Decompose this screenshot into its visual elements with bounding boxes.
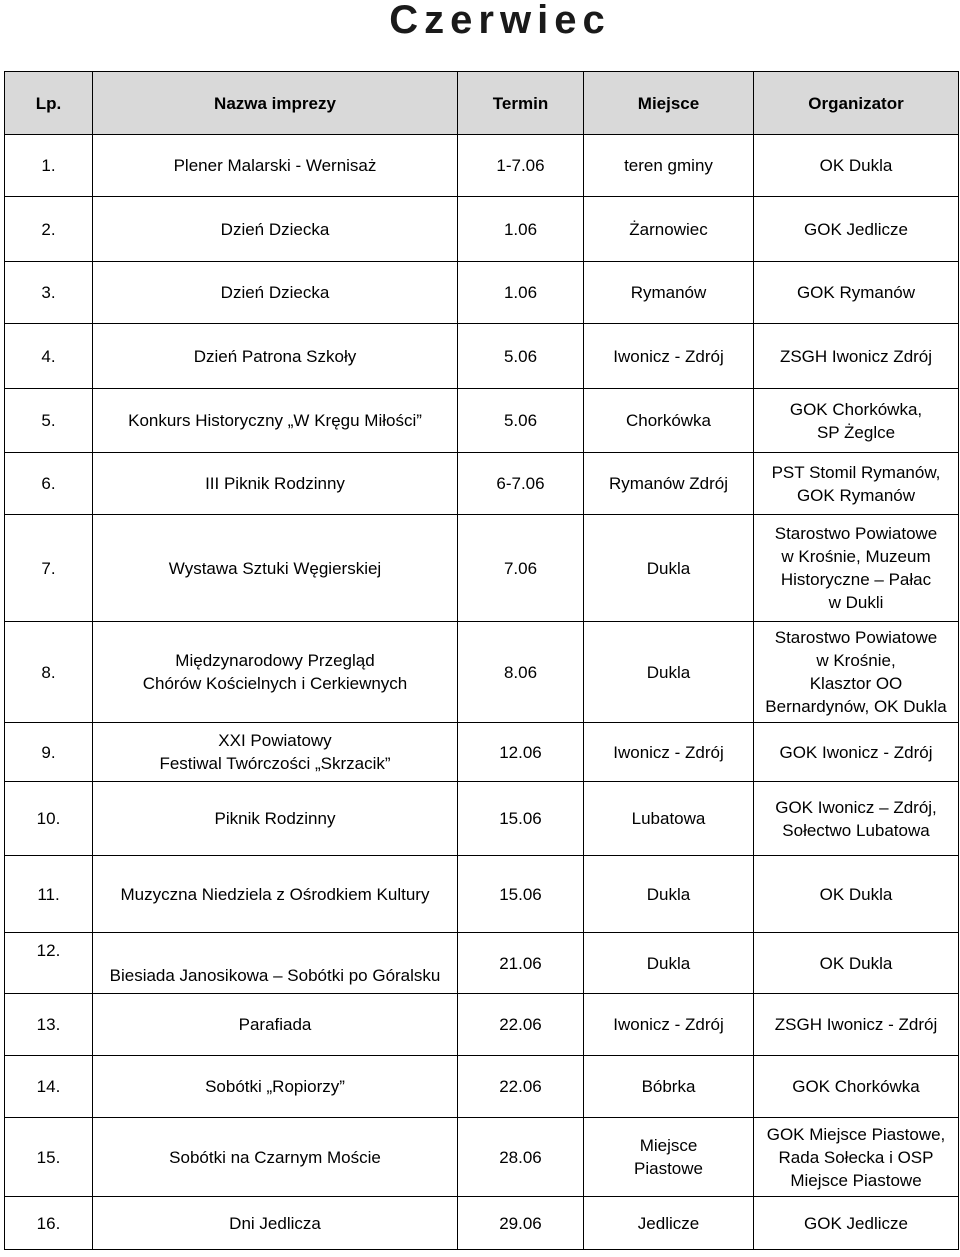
- organizer-line: Sołectwo Lubatowa: [782, 820, 930, 840]
- cell-lp: 10.: [5, 782, 93, 856]
- cell-name: Biesiada Janosikowa – Sobótki po Góralsku: [93, 933, 458, 994]
- cell-lp: 13.: [5, 994, 93, 1056]
- cell-organizer: [754, 453, 959, 515]
- cell-name: Muzyczna Niedziela z Ośrodkiem Kultury: [93, 856, 458, 933]
- cell-date: 15.06: [458, 782, 584, 856]
- cell-organizer: GOK Jedlicze: [754, 197, 959, 262]
- cell-place: Dukla: [584, 933, 754, 994]
- cell-organizer: ZSGH Iwonicz Zdrój: [754, 324, 959, 389]
- table-row: [5, 1056, 959, 1118]
- table-row: [5, 782, 959, 856]
- organizer-line: GOK Rymanów: [796, 485, 916, 505]
- organizer-line: Rada Sołecka i OSP: [778, 1147, 934, 1167]
- cell-place: Lubatowa: [584, 782, 754, 856]
- organizer-line: Starostwo Powiatowe: [774, 628, 938, 647]
- cell-organizer: [754, 515, 959, 622]
- table-row: [5, 389, 959, 453]
- cell-lp: 16.: [5, 1197, 93, 1250]
- organizer-line: GOK Iwonicz – Zdrój,: [775, 797, 937, 817]
- cell-organizer: [754, 1118, 959, 1197]
- table-row: [5, 262, 959, 324]
- cell-name: [93, 723, 458, 782]
- place-line: Miejsce: [639, 1136, 698, 1155]
- organizer-line: w Krośnie, Muzeum: [781, 547, 931, 566]
- cell-date: 1.06: [458, 262, 584, 324]
- header-lp: Lp.: [5, 72, 93, 135]
- cell-place: Chorkówka: [584, 389, 754, 453]
- cell-date: 1.06: [458, 197, 584, 262]
- header-place: Miejsce: [584, 72, 754, 135]
- table-row: [5, 515, 959, 622]
- cell-place: Iwonicz - Zdrój: [584, 723, 754, 782]
- cell-organizer: [754, 622, 959, 723]
- header-organizer: Organizator: [754, 72, 959, 135]
- organizer-line: w Krośnie,: [816, 651, 896, 670]
- cell-name: Plener Malarski - Wernisaż: [93, 135, 458, 197]
- organizer-line: Miejsce Piastowe: [790, 1170, 922, 1190]
- cell-place: Bóbrka: [584, 1056, 754, 1118]
- cell-name: Dzień Dziecka: [93, 197, 458, 262]
- cell-date: 1-7.06: [458, 135, 584, 197]
- cell-place: Dukla: [584, 622, 754, 723]
- cell-name: Parafiada: [93, 994, 458, 1056]
- cell-organizer: OK Dukla: [754, 135, 959, 197]
- cell-place: teren gminy: [584, 135, 754, 197]
- cell-place: Iwonicz - Zdrój: [584, 324, 754, 389]
- cell-place: Rymanów: [584, 262, 754, 324]
- cell-name: Sobótki na Czarnym Moście: [93, 1118, 458, 1197]
- cell-date: 5.06: [458, 389, 584, 453]
- header-name: Nazwa imprezy: [93, 72, 458, 135]
- organizer-line: Klasztor OO: [809, 674, 903, 693]
- cell-date: 8.06: [458, 622, 584, 723]
- cell-organizer: GOK Rymanów: [754, 262, 959, 324]
- cell-date: 28.06: [458, 1118, 584, 1197]
- cell-lp: 1.: [5, 135, 93, 197]
- cell-date: 7.06: [458, 515, 584, 622]
- cell-lp: 6.: [5, 453, 93, 515]
- name-line: XXI Powiatowy: [218, 731, 332, 750]
- cell-organizer: ZSGH Iwonicz - Zdrój: [754, 994, 959, 1056]
- cell-date: 6-7.06: [458, 453, 584, 515]
- cell-place: Dukla: [584, 515, 754, 622]
- table-row: [5, 933, 959, 994]
- page-title: Czerwiec: [389, 0, 611, 42]
- table-row: [5, 453, 959, 515]
- table-row: [5, 1118, 959, 1197]
- cell-organizer: [754, 782, 959, 856]
- cell-date: 12.06: [458, 723, 584, 782]
- cell-name: Sobótki „Ropiorzy”: [93, 1056, 458, 1118]
- cell-name: Dzień Dziecka: [93, 262, 458, 324]
- cell-place: Jedlicze: [584, 1197, 754, 1250]
- organizer-line: Historyczne – Pałac: [780, 570, 932, 589]
- cell-name: [93, 622, 458, 723]
- cell-name: Dzień Patrona Szkoły: [93, 324, 458, 389]
- cell-place: Dukla: [584, 856, 754, 933]
- table-row: [5, 723, 959, 782]
- cell-name: III Piknik Rodzinny: [93, 453, 458, 515]
- header-date: Termin: [458, 72, 584, 135]
- table-header-row: [5, 72, 959, 135]
- organizer-line: Starostwo Powiatowe: [774, 524, 938, 543]
- cell-date: 21.06: [458, 933, 584, 994]
- cell-organizer: [754, 389, 959, 453]
- cell-organizer: GOK Iwonicz - Zdrój: [754, 723, 959, 782]
- organizer-line: PST Stomil Rymanów,: [771, 462, 941, 482]
- cell-organizer: GOK Jedlicze: [754, 1197, 959, 1250]
- organizer-line: GOK Miejsce Piastowe,: [766, 1124, 946, 1144]
- cell-lp: 3.: [5, 262, 93, 324]
- table-row: [5, 1197, 959, 1250]
- organizer-line: GOK Chorkówka,: [789, 399, 923, 419]
- cell-organizer: GOK Chorkówka: [754, 1056, 959, 1118]
- cell-place: Żarnowiec: [584, 197, 754, 262]
- name-line: Międzynarodowy Przegląd: [175, 651, 375, 670]
- cell-lp: 15.: [5, 1118, 93, 1197]
- table-row: [5, 324, 959, 389]
- cell-organizer: OK Dukla: [754, 933, 959, 994]
- cell-place: Rymanów Zdrój: [584, 453, 754, 515]
- cell-name: Konkurs Historyczny „W Kręgu Miłości”: [93, 389, 458, 453]
- cell-date: 15.06: [458, 856, 584, 933]
- name-line: Festiwal Twórczości „Skrzacik”: [159, 754, 391, 773]
- cell-date: 22.06: [458, 994, 584, 1056]
- table-row: [5, 856, 959, 933]
- cell-lp: 2.: [5, 197, 93, 262]
- cell-place: Iwonicz - Zdrój: [584, 994, 754, 1056]
- table-row: [5, 197, 959, 262]
- cell-lp: 14.: [5, 1056, 93, 1118]
- cell-date: 29.06: [458, 1197, 584, 1250]
- cell-name: Piknik Rodzinny: [93, 782, 458, 856]
- organizer-line: Bernardynów, OK Dukla: [765, 697, 947, 716]
- cell-lp: 4.: [5, 324, 93, 389]
- cell-date: 5.06: [458, 324, 584, 389]
- cell-lp: 12.: [5, 933, 93, 994]
- cell-lp: 9.: [5, 723, 93, 782]
- events-table: [4, 71, 959, 1250]
- cell-lp: 7.: [5, 515, 93, 622]
- cell-organizer: OK Dukla: [754, 856, 959, 933]
- table-row: [5, 994, 959, 1056]
- cell-date: 22.06: [458, 1056, 584, 1118]
- cell-lp: 11.: [5, 856, 93, 933]
- cell-name: Wystawa Sztuki Węgierskiej: [93, 515, 458, 622]
- cell-name: Dni Jedlicza: [93, 1197, 458, 1250]
- name-line: Chórów Kościelnych i Cerkiewnych: [142, 674, 408, 693]
- cell-lp: 5.: [5, 389, 93, 453]
- cell-lp: 8.: [5, 622, 93, 723]
- organizer-line: w Dukli: [828, 593, 884, 612]
- table-row: [5, 622, 959, 723]
- organizer-line: SP Żeglce: [816, 422, 896, 442]
- place-line: Piastowe: [634, 1159, 703, 1178]
- cell-place: [584, 1118, 754, 1197]
- table-row: [5, 135, 959, 197]
